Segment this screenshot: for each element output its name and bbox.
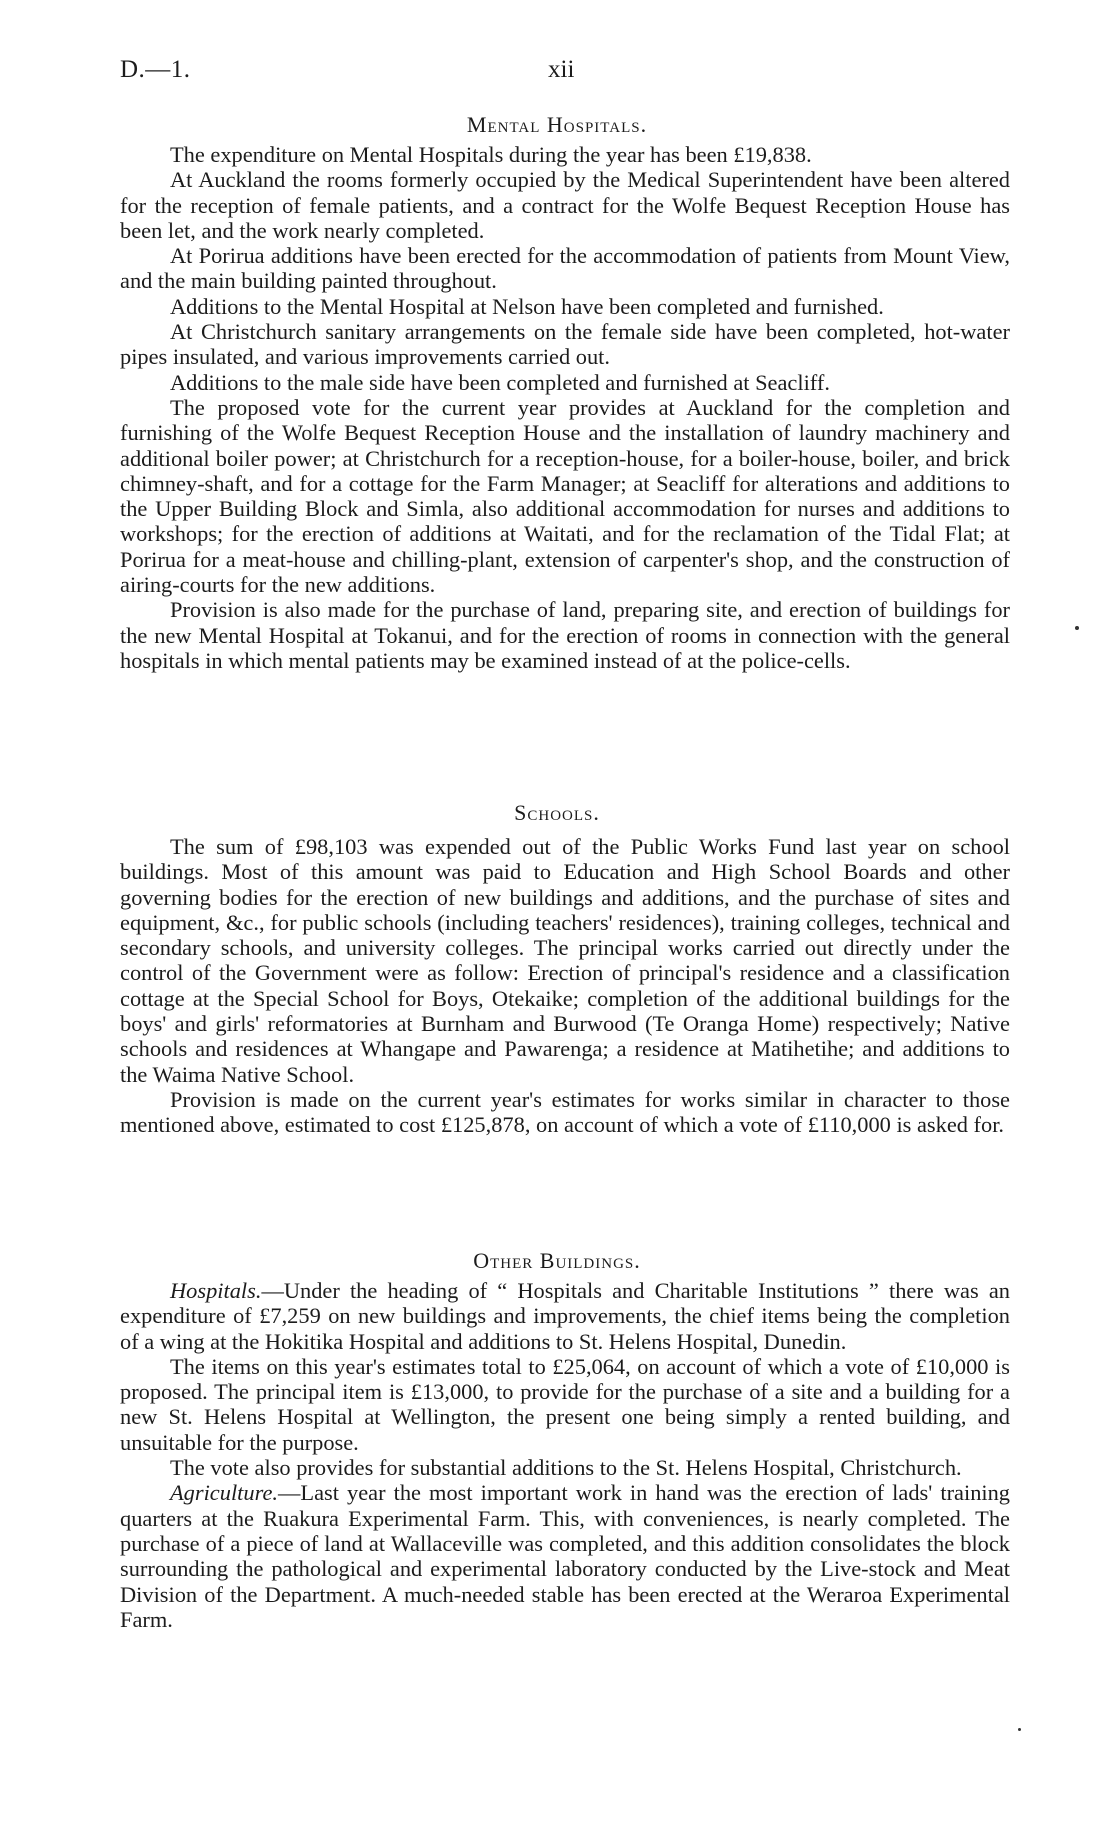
paragraph: At Porirua additions have been erected for the accommodation of patients from Mount View, and the main building painted throughout.	[120, 243, 1010, 294]
agriculture-paragraph	[120, 1480, 1010, 1632]
other-buildings-section	[120, 1278, 1010, 1632]
other-buildings-heading: Other Buildings.	[473, 1248, 641, 1273]
paragraph: Provision is also made for the purchase of land, preparing site, and erection of buildings for the new Mental Hospital at Tokanui, and for the erection of rooms in connection with the general hospitals in which mental patients may be examined instead of at the police-cells.	[120, 597, 1010, 673]
schools-section	[120, 834, 1010, 1138]
paragraph: The expenditure on Mental Hospitals during the year has been £19,838.	[170, 142, 812, 167]
paragraph: At Christchurch sanitary arrangements on the female side have been completed, hot-water pipes insulated, and various improvements carried out.	[120, 319, 1010, 370]
paragraph: The vote also provides for substantial additions to the St. Helens Hospital, Christchurch.	[170, 1455, 962, 1481]
agriculture-sidehead: Agriculture.	[170, 1480, 278, 1506]
hospitals-text: —Under the heading of “ Hospitals and Charitable Institutions ” there was an expenditure of £7,259 on new buildings and improvements, the chief items being the completion of a wing at the Hokitika Hospital and additions to St. Helens Hospital, Dunedin.	[120, 1278, 1010, 1354]
hospitals-sidehead: Hospitals.	[170, 1278, 262, 1303]
paragraph: At Auckland the rooms formerly occupied by the Medical Superintendent have been altered for the reception of female patients, and a contract for the Wolfe Bequest Reception House has been let, and the work nearly completed.	[120, 167, 1010, 243]
margin-mark	[1075, 626, 1079, 630]
paragraph: Additions to the Mental Hospital at Nelson have been completed and furnished.	[170, 293, 884, 319]
page-ref: D.—1.	[120, 56, 191, 83]
margin-mark	[1018, 1728, 1021, 1731]
agriculture-text: —Last year the most important work in hand was the erection of lads' training quarters at the Ruakura Experimental Farm. This, with conveniences, is nearly completed. The purchase of a piece of land at Wallaceville was completed, and this addition consolidates the block surrounding the pathological and experimental laboratory conducted by the Live-stock and Meat Division of the Department. A much-needed stable has been erected at the Weraroa Experimental Farm.	[120, 1480, 1010, 1632]
paragraph: Additions to the male side have been completed and furnished at Seacliff.	[170, 369, 830, 395]
schools-heading: Schools.	[514, 800, 600, 825]
hospitals-paragraph	[120, 1278, 1010, 1354]
paragraph: The proposed vote for the current year provides at Auckland for the completion and furnishing of the Wolfe Bequest Reception House and the installation of laundry machinery and additional boiler power; at Christchurch for a reception-house, for a boiler-house, boiler, and brick chimney-shaft, and for a cottage for the Farm Manager; at Seacliff for alterations and additions to the Upper Building Block and Simla, also additional accommodation for nurses and additions to workshops; for the erection of additions at Waitati, and for the reclamation of the Tidal Flat; at Porirua for a meat-house and chilling-plant, extension of carpenter's shop, and the construction of airing-courts for the new additions.	[120, 394, 1010, 598]
paragraph: The sum of £98,103 was expended out of the Public Works Fund last year on school buildings. Most of this amount was paid to Education and High School Boards and other governing bodies for the erection of new buildings and additions, and the purchase of sites and equipment, &c., for public schools (including teachers' residences), training colleges, technical and secondary schools, and university colleges. The principal works carried out directly under the control of the Government were as follow: Erection of principal's residence and a classification cottage at the Special School for Boys, Otekaike; completion of the additional buildings for the boys' and girls' reformatories at Burnham and Burwood (Te Oranga Home) respectively; Native schools and residences at Whangape and Pawarenga; a residence at Matihetihe; and additions to the Waima Native School.	[120, 834, 1010, 1087]
paragraph: Provision is made on the current year's estimates for works similar in character to those mentioned above, estimated to cost £125,878, on account of which a vote of £110,000 is asked for.	[120, 1086, 1010, 1138]
mental-hospitals-heading: Mental Hospitals.	[466, 112, 648, 137]
page-number: xii	[548, 56, 575, 83]
paragraph: The items on this year's estimates total to £25,064, on account of which a vote of £10,000 is proposed. The principal item is £13,000, to provide for the purchase of a site and a building for a new St. Helens Hospital at Wellington, the present one being simply a rented building, and unsuitable for the purpose.	[120, 1353, 1010, 1455]
mental-hospitals-section	[120, 142, 1010, 673]
